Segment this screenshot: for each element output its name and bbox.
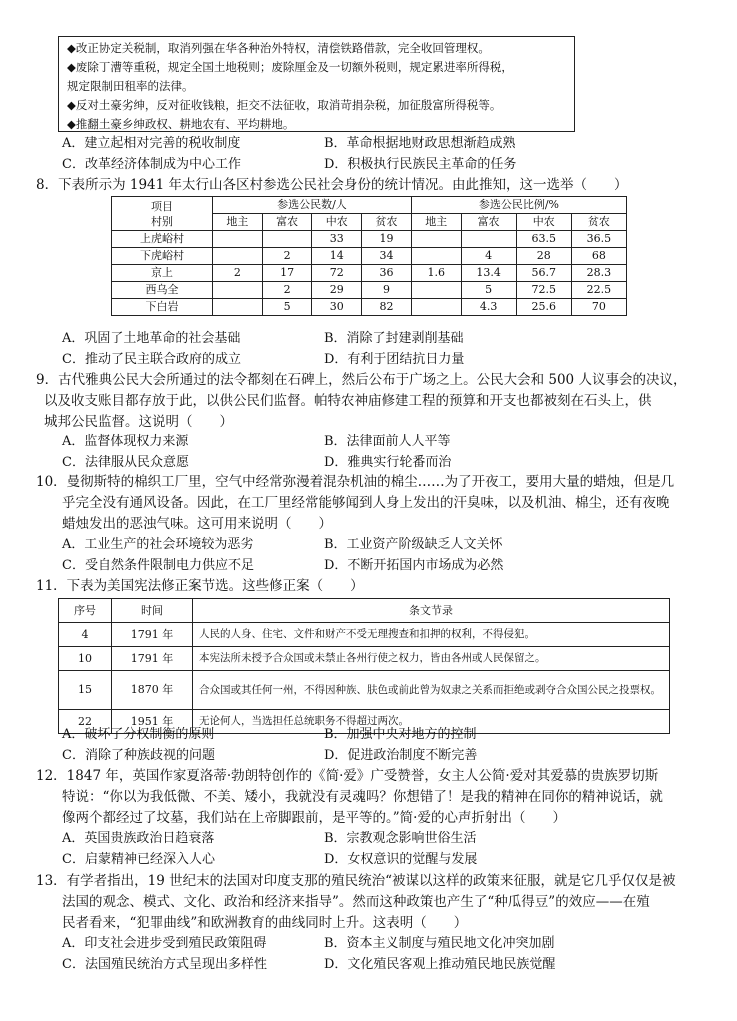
option-c[interactable]: C．受自然条件限制电力供应不足: [62, 558, 254, 573]
stem-line: 城邦公民监督。这说明（ ）: [44, 414, 233, 430]
col-header: 时间: [112, 599, 193, 623]
table-cell: 14: [312, 248, 362, 265]
option-a[interactable]: A．建立起相对完善的税收制度: [62, 136, 241, 151]
table-row: [59, 647, 670, 671]
corner-item: 项目: [151, 199, 173, 213]
q7-options: [62, 133, 702, 175]
q11-stem: 11．下表为美国宪法修正案节选。这些修正案（ ）: [36, 578, 364, 594]
box-line: ◆推翻土豪乡绅政权、耕地农有、平均耕地。: [67, 117, 295, 131]
text-cell: 合众国或其任何一州，不得因种族、肤色或前此曾为奴隶之关系而拒绝或剥夺合众国公民之投票权。: [193, 671, 670, 710]
year-cell: 1870 年: [112, 671, 193, 710]
table-cell: [411, 299, 461, 316]
col-header: 中农: [312, 214, 362, 231]
option-c[interactable]: C．启蒙精神已经深入人心: [62, 852, 215, 867]
group-header: 参选公民比例/%: [411, 197, 626, 214]
table-cell: 9: [362, 282, 412, 299]
col-header: 贫农: [571, 214, 626, 231]
table-cell: [213, 231, 263, 248]
table-cell: 72: [312, 265, 362, 282]
year-cell: 1951 年: [112, 710, 193, 734]
table-cell: 36: [362, 265, 412, 282]
table-cell: 5: [262, 299, 312, 316]
table-cell: 68: [571, 248, 626, 265]
q8-table: [111, 196, 627, 316]
table-cell: 22.5: [571, 282, 626, 299]
col-header: 条文节录: [193, 599, 670, 623]
table-corner: [112, 197, 213, 231]
village-cell: 西乌全: [112, 282, 213, 299]
q10-options: [62, 534, 702, 576]
table-cell: 13.4: [461, 265, 516, 282]
q9-stem: [36, 370, 706, 433]
table-cell: 33: [312, 231, 362, 248]
option-b[interactable]: B．宗教观念影响世俗生活: [324, 831, 477, 846]
table-cell: [213, 299, 263, 316]
option-c[interactable]: C．法国殖民统治方式呈现出多样性: [62, 957, 267, 972]
stem-line: 乎完全没有通风设备。因此，在工厂里经常能够闻到人身上发出的汗臭味，以及机油、棉尘，还有夜晚: [62, 495, 670, 511]
box-line: ◆改正协定关税制，取消列强在华各种治外特权，清偿铁路借款，完全收回管理权。: [67, 41, 490, 55]
table-cell: 4.3: [461, 299, 516, 316]
stem-line: 以及收支账目都存放于此，以供公民们监督。帕特农神庙修建工程的预算和开支也都被刻在石头上，供: [44, 393, 652, 409]
table-cell: [411, 248, 461, 265]
table-row: [112, 231, 627, 248]
table-cell: 2: [262, 282, 312, 299]
option-b[interactable]: B．革命根据地财政思想渐趋成熟: [324, 136, 516, 151]
table-cell: 82: [362, 299, 412, 316]
year-cell: 1791 年: [112, 647, 193, 671]
table-cell: 17: [262, 265, 312, 282]
option-a[interactable]: A．印支社会进步受到殖民政策阻碍: [62, 936, 267, 951]
option-b[interactable]: B．消除了封建剥削基础: [324, 331, 464, 346]
text-cell: 人民的人身、住宅、文件和财产不受无理搜查和扣押的权利，不得侵犯。: [193, 623, 670, 647]
table-row: [59, 623, 670, 647]
table-cell: [411, 282, 461, 299]
col-header: 富农: [461, 214, 516, 231]
stem-line: 法国的观念、模式、文化、政治和经济来指导”。然而这种政策也产生了“种瓜得豆”的效应——在殖: [62, 894, 650, 910]
q13-options: [62, 933, 702, 975]
option-d[interactable]: D．文化殖民客观上推动殖民地民族觉醒: [324, 957, 556, 972]
q11-options: [62, 724, 702, 766]
q9-options: [62, 431, 702, 473]
table-cell: 70: [571, 299, 626, 316]
table-cell: 34: [362, 248, 412, 265]
table-cell: 1.6: [411, 265, 461, 282]
table-cell: 5: [461, 282, 516, 299]
table-cell: 63.5: [516, 231, 571, 248]
option-c[interactable]: C．推动了民主联合政府的成立: [62, 352, 241, 367]
table-cell: 19: [362, 231, 412, 248]
option-d[interactable]: D．不断开拓国内市场成为必然: [324, 558, 504, 573]
col-header: 富农: [262, 214, 312, 231]
stem-line: 特说：“你以为我低微、不美、矮小，我就没有灵魂吗？你想错了！是我的精神在同你的精神说话，就: [62, 789, 663, 805]
table-row: [112, 299, 627, 316]
table-cell: 2: [262, 248, 312, 265]
col-header: 中农: [516, 214, 571, 231]
option-a[interactable]: A．工业生产的社会环境较为恶劣: [62, 537, 254, 552]
q11-table: [58, 598, 670, 734]
corner-village: 村别: [151, 214, 173, 228]
q12-options: [62, 828, 702, 870]
table-cell: 4: [461, 248, 516, 265]
village-cell: 上虎峪村: [112, 231, 213, 248]
text-cell: 本宪法所未授予合众国或未禁止各州行使之权力，皆由各州或人民保留之。: [193, 647, 670, 671]
table-row: [112, 248, 627, 265]
table-cell: 72.5: [516, 282, 571, 299]
table-cell: [213, 282, 263, 299]
table-row: [112, 282, 627, 299]
stem-line: 10．曼彻斯特的棉织工厂里，空气中经常弥漫着混杂机油的棉尘……为了开夜工，要用大量的蜡烛，但是几: [36, 474, 675, 490]
stem-line: 民者看来，“犯罪曲线”和欧洲教育的曲线同时上升。这表明（ ）: [62, 915, 468, 931]
q8-options: [62, 328, 702, 370]
box-line: ◆废除丁漕等重税，规定全国土地税则；废除厘金及一切额外税则，规定累进率所得税，: [67, 60, 513, 74]
option-d[interactable]: D．促进政治制度不断完善: [324, 748, 478, 763]
stem-line: 9．古代雅典公民大会所通过的法令都刻在石碑上，然后公布于广场之上。公民大会和 500 人议事会的决议，: [36, 372, 687, 388]
village-cell: 下白岩: [112, 299, 213, 316]
number-cell: 15: [59, 671, 112, 710]
table-cell: [461, 231, 516, 248]
village-cell: 下虎峪村: [112, 248, 213, 265]
col-header: 地主: [411, 214, 461, 231]
option-b[interactable]: B．工业资产阶级缺乏人文关怀: [324, 537, 503, 552]
table-cell: 28.3: [571, 265, 626, 282]
option-d[interactable]: D．有利于团结抗日力量: [324, 352, 465, 367]
table-cell: [262, 231, 312, 248]
option-a[interactable]: A．破坏了分权制衡的原则: [62, 727, 215, 742]
number-cell: 22: [59, 710, 112, 734]
q12-stem: [36, 766, 706, 829]
year-cell: 1791 年: [112, 623, 193, 647]
q13-stem: [36, 871, 706, 934]
q8-stem: 8．下表所示为 1941 年太行山各区村参选公民社会身份的统计情况。由此推知，这一选举（ ）: [36, 177, 628, 193]
option-a[interactable]: A．巩固了土地革命的社会基础: [62, 331, 241, 346]
option-d[interactable]: D．雅典实行轮番而治: [324, 455, 452, 470]
option-b[interactable]: B．法律面前人人平等: [324, 434, 451, 449]
table-cell: [213, 248, 263, 265]
table-cell: 30: [312, 299, 362, 316]
box-line: 规定限制田租率的法律。: [67, 79, 194, 93]
stem-line: 12．1847 年，英国作家夏洛蒂·勃朗特创作的《简·爱》广受赞誉，女主人公简·爱对其爱慕的贵族罗切斯: [36, 768, 659, 784]
number-cell: 4: [59, 623, 112, 647]
table-row: [112, 265, 627, 282]
number-cell: 10: [59, 647, 112, 671]
village-cell: 京上: [112, 265, 213, 282]
table-cell: 56.7: [516, 265, 571, 282]
table-cell: 2: [213, 265, 263, 282]
box-line: ◆反对土豪劣绅，反对征收钱粮，拒交不法征收，取消苛捐杂税，加征殷富所得税等。: [67, 98, 502, 112]
table-cell: [411, 231, 461, 248]
table-row: [59, 671, 670, 710]
option-c[interactable]: C．改革经济体制成为中心工作: [62, 157, 241, 172]
table-cell: 36.5: [571, 231, 626, 248]
col-header: 贫农: [362, 214, 412, 231]
col-header: 序号: [59, 599, 112, 623]
col-header: 地主: [213, 214, 263, 231]
option-d[interactable]: D．积极执行民族民主革命的任务: [324, 157, 517, 172]
group-header: 参选公民数/人: [213, 197, 412, 214]
option-a[interactable]: A．监督体现权力来源: [62, 434, 189, 449]
option-b[interactable]: B．加强中央对地方的控制: [324, 727, 477, 742]
option-a[interactable]: A．英国贵族政治日趋衰落: [62, 831, 215, 846]
stem-line: 13．有学者指出，19 世纪末的法国对印度支那的殖民统治“被谋以这样的政策来征服，就是它几乎仅仅是被: [36, 873, 676, 889]
table-cell: 28: [516, 248, 571, 265]
text-cell: 无论何人，当选担任总统职务不得超过两次。: [193, 710, 670, 734]
option-d[interactable]: D．女权意识的觉醒与发展: [324, 852, 478, 867]
stem-line: 像两个都经过了坟墓，我们站在上帝脚跟前，是平等的。”简·爱的心声折射出（ ）: [62, 810, 566, 826]
option-b[interactable]: B．资本主义制度与殖民地文化冲突加剧: [324, 936, 555, 951]
option-c[interactable]: C．消除了种族歧视的问题: [62, 748, 215, 763]
option-c[interactable]: C．法律服从民众意愿: [62, 455, 189, 470]
stem-line: 蜡烛发出的恶浊气味。这可用来说明（ ）: [62, 516, 332, 532]
table-cell: 25.6: [516, 299, 571, 316]
q10-stem: [36, 472, 706, 535]
table-cell: 29: [312, 282, 362, 299]
material-box: [58, 36, 575, 132]
